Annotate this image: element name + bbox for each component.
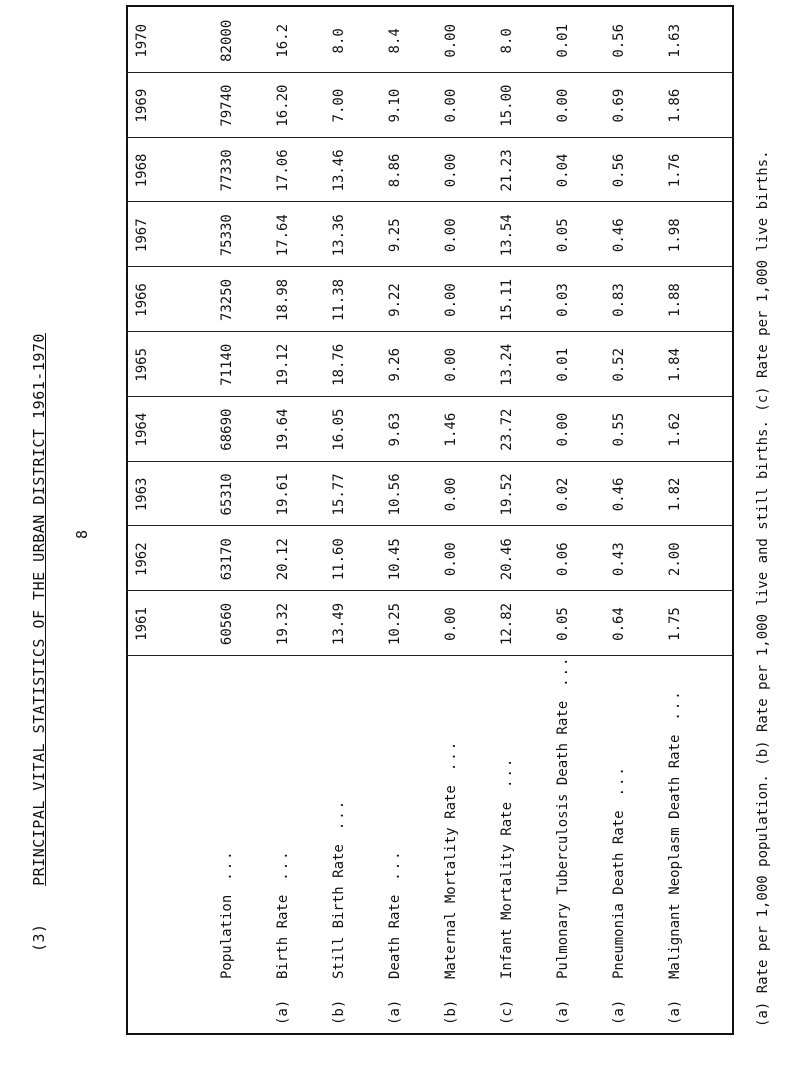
table-title-number: (3) [30,923,48,952]
table-cell: 1.75 [667,607,683,641]
table-cell: 1.63 [667,23,683,58]
row-leader-dots: ... [331,798,347,831]
table-cell: 0.01 [555,23,571,58]
table-cell: 16.05 [331,408,347,451]
row-label [660,689,690,1025]
table-cell: 73250 [219,278,235,322]
column-divider [126,525,732,526]
column-divider [126,72,732,73]
table-cell: 9.26 [387,347,403,382]
table-cell: 23.72 [499,408,515,451]
table-cell: 19.12 [275,343,291,386]
year-column [126,463,732,525]
table-cell: 19.52 [499,473,515,516]
row-label-text: Pneumonia Death Rate [611,810,627,979]
row-label-text: Malignant Neoplasm Death Rate [667,734,683,979]
table-cell: 60560 [219,602,235,646]
table-cell: 1.46 [443,412,459,447]
row-leader-dots: ... [667,689,683,721]
row-label-text: Maternal Mortality Rate [443,785,459,979]
footnote: (a) Rate per 1,000 population. (b) Rate per 1,000 live and still births. (c) Rate per 1,000 live births. [755,150,771,1027]
table-cell: 8.86 [387,153,403,188]
table-cell: 0.00 [555,412,571,447]
table-cell: 1.98 [667,218,683,253]
table-cell: 0.83 [611,283,627,317]
column-divider [126,461,732,462]
year-header: 1963 [134,477,150,512]
table-cell: 11.60 [331,538,347,581]
year-column [126,10,732,72]
year-header: 1964 [134,412,150,447]
table-title-text: PRINCIPAL VITAL STATISTICS OF THE URBAN DISTRICT 1961-1970 [30,333,48,886]
table-cell: 0.04 [555,153,571,188]
row-code: (a) [667,999,683,1025]
table-cell: 65310 [219,473,235,516]
table-cell: 17.64 [275,214,291,257]
table-cell: 0.00 [443,153,459,188]
row-label [436,740,466,1025]
year-column [126,139,732,201]
row-label-text: Pulmonary Tuberculosis Death Rate [555,700,571,979]
table-cell: 11.38 [331,278,347,322]
table-cell: 13.49 [331,602,347,646]
year-header: 1965 [134,347,150,382]
table-cell: 9.25 [387,218,403,253]
table-cell: 20.12 [275,538,291,581]
table-cell: 1.62 [667,412,683,447]
column-divider [126,266,732,267]
table-cell: 12.82 [499,602,515,646]
row-label [492,757,522,1025]
table-cell: 1.82 [667,477,683,512]
row-label [324,799,354,1025]
table-cell: 0.46 [611,477,627,512]
table-cell: 1.86 [667,88,683,123]
statistics-table [126,5,791,1035]
year-header: 1966 [134,283,150,317]
table-cell: 21.23 [499,149,515,192]
year-column [126,204,732,266]
row-label [212,849,242,1025]
table-cell: 71140 [219,343,235,386]
table-cell: 15.77 [331,473,347,516]
table-cell: 13.24 [499,343,515,386]
table-cell: 0.00 [443,347,459,382]
table-cell: 0.46 [611,218,627,253]
table-cell: 19.32 [275,602,291,646]
table-cell: 8.0 [331,28,347,54]
table-border-bottom [732,5,734,1035]
table-cell: 0.00 [443,88,459,123]
table-cell: 0.00 [555,88,571,123]
table-cell: 13.36 [331,214,347,257]
table-cell: 0.00 [443,23,459,58]
table-cell: 0.05 [555,607,571,641]
row-label-text: Still Birth Rate [331,844,347,979]
table-cell: 20.46 [499,538,515,581]
row-label-text: Death Rate [387,894,403,979]
table-cell: 0.55 [611,412,627,447]
row-label-column [126,655,732,1025]
table-cell: 0.64 [611,607,627,641]
column-divider [126,201,732,202]
row-leader-dots: ... [219,849,235,881]
table-border-right [126,5,734,7]
table-cell: 9.63 [387,412,403,447]
table-cell: 10.56 [387,473,403,516]
year-column [126,75,732,137]
year-column [126,399,732,461]
table-cell: 75330 [219,214,235,257]
table-cell: 19.64 [275,408,291,451]
row-label-text: Infant Mortality Rate [499,801,515,979]
row-label [268,849,298,1025]
table-cell: 0.05 [555,218,571,253]
row-code: (b) [331,999,347,1025]
column-divider [126,396,732,397]
table-cell: 16.20 [275,84,291,127]
row-code: (a) [387,999,403,1025]
table-cell: 19.61 [275,473,291,516]
table-cell: 18.98 [275,278,291,322]
table-cell: 16.2 [275,23,291,58]
year-header: 1961 [134,607,150,641]
row-code: (a) [275,999,291,1025]
table-cell: 0.00 [443,542,459,577]
row-label-text: Population [219,894,235,979]
row-leader-dots: ... [611,765,627,797]
table-cell: 0.00 [443,477,459,512]
row-code: (b) [443,999,459,1025]
table-cell: 7.00 [331,88,347,123]
table-cell: 0.52 [611,347,627,382]
table-cell: 10.25 [387,602,403,646]
row-code: (c) [499,999,515,1025]
page-number: 8 [73,529,91,539]
row-leader-dots: ... [555,655,571,687]
table-cell: 17.06 [275,149,291,192]
table-cell: 2.00 [667,542,683,577]
row-label [604,765,634,1025]
year-column [126,593,732,655]
table-cell: 79740 [219,84,235,127]
row-label [380,849,410,1025]
column-divider [126,655,732,656]
table-cell: 15.00 [499,84,515,127]
table-cell: 63170 [219,538,235,581]
table-cell: 0.06 [555,542,571,577]
table-cell: 0.02 [555,477,571,512]
table-cell: 82000 [219,19,235,62]
table-cell: 0.00 [443,607,459,641]
column-divider [126,331,732,332]
table-cell: 77330 [219,149,235,192]
table-cell: 8.4 [387,28,403,54]
year-column [126,334,732,396]
row-label-text: Birth Rate [275,894,291,979]
table-cell: 68690 [219,408,235,451]
row-leader-dots: ... [387,849,403,881]
table-cell: 10.45 [387,538,403,581]
table-cell: 0.00 [443,283,459,317]
table-title [30,333,48,952]
table-cell: 9.10 [387,88,403,123]
table-cell: 8.0 [499,28,515,54]
table-cell: 0.01 [555,347,571,382]
table-cell: 0.00 [443,218,459,253]
row-code: (a) [555,999,571,1025]
table-cell: 15.11 [499,278,515,322]
table-border-left [126,1033,734,1035]
row-code: (a) [611,999,627,1025]
table-cell: 18.76 [331,343,347,386]
column-divider [126,137,732,138]
year-header: 1970 [134,23,150,58]
table-cell: 1.88 [667,283,683,317]
table-cell: 13.46 [331,149,347,192]
table-cell: 1.84 [667,347,683,382]
table-cell: 0.69 [611,88,627,123]
column-divider [126,590,732,591]
row-leader-dots: ... [275,849,291,881]
year-header: 1967 [134,218,150,253]
row-label [548,656,578,1025]
table-cell: 1.76 [667,153,683,188]
table-cell: 0.43 [611,542,627,577]
table-cell: 0.03 [555,283,571,317]
year-column [126,528,732,590]
year-header: 1968 [134,153,150,188]
row-leader-dots: ... [443,739,459,772]
year-header: 1962 [134,542,150,577]
table-cell: 0.56 [611,23,627,58]
table-cell: 9.22 [387,283,403,317]
table-cell: 0.56 [611,153,627,188]
year-header: 1969 [134,88,150,123]
year-column [126,269,732,331]
row-leader-dots: ... [499,756,515,788]
table-cell: 13.54 [499,214,515,257]
